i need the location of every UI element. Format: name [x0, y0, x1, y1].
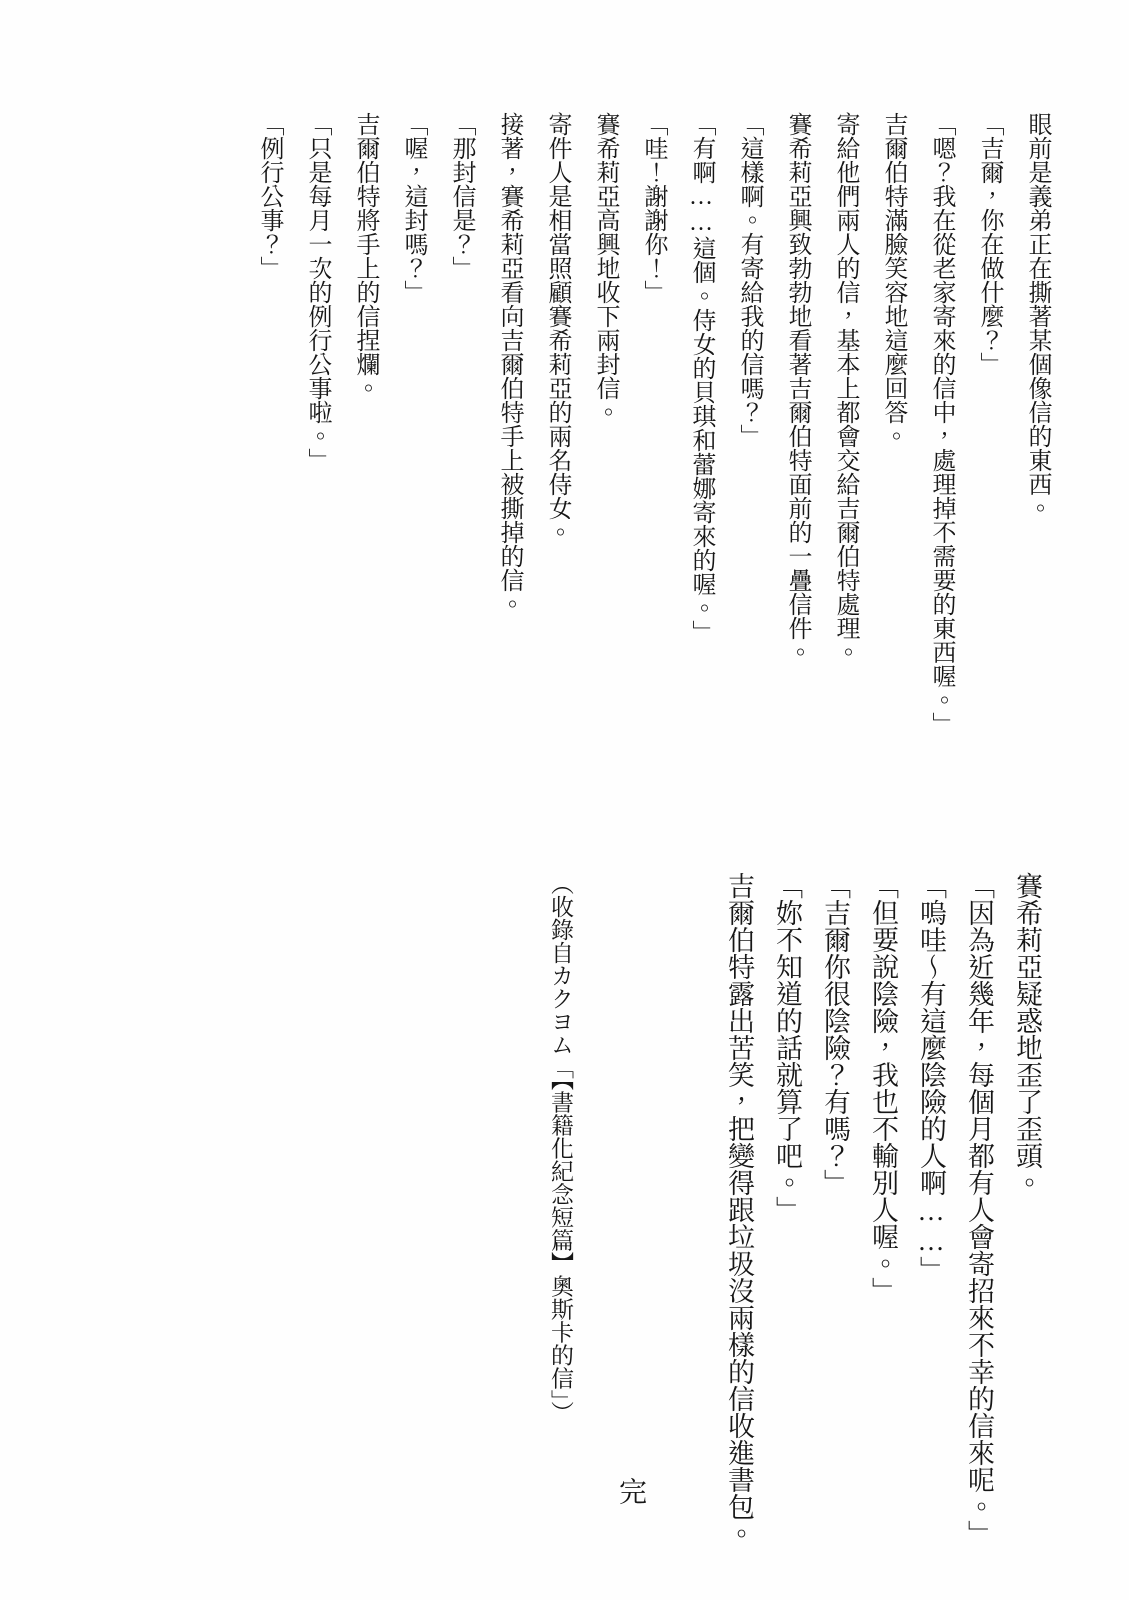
text-column: 賽希莉亞高興地收下兩封信。: [592, 112, 618, 424]
text-column: 「但要說陰險，我也不輸別人喔。」: [868, 872, 898, 1304]
story-bottom-block: [715, 872, 1051, 1587]
text-column: 「那封信是？」: [448, 112, 474, 280]
text-column: 「妳不知道的話就算了吧。」: [772, 872, 802, 1223]
text-column: 「嗯？我在從老家寄來的信中，處理掉不需要的東西喔。」: [928, 112, 954, 736]
text-column: 眼前是義弟正在撕著某個像信的東西。: [1024, 112, 1050, 520]
text-column: 「吉爾你很陰險？有嗎？」: [820, 872, 850, 1196]
text-column: 吉爾伯特將手上的信捏爛。: [352, 112, 378, 400]
attribution-note: [536, 872, 584, 1572]
end-mark: 完: [615, 1477, 646, 1505]
text-column: 「因為近幾年，每個月都有人會寄招來不幸的信來呢。」: [964, 872, 994, 1547]
text-column: 「喔，這封嗎？」: [400, 112, 426, 304]
text-column: 接著，賽希莉亞看向吉爾伯特手上被撕掉的信。: [496, 112, 522, 616]
text-column: 吉爾伯特滿臉笑容地這麼回答。: [880, 112, 906, 448]
text-column: 寄件人是相當照顧賽希莉亞的兩名侍女。: [544, 112, 570, 544]
text-column: 賽希莉亞疑惑地歪了歪頭。: [1012, 872, 1042, 1196]
text-column: 「這樣啊。有寄給我的信嗎？」: [736, 112, 762, 448]
text-column: 賽希莉亞興致勃勃地看著吉爾伯特面前的一疊信件。: [784, 112, 810, 664]
text-column: 「嗚哇～有這麼陰險的人啊……」: [916, 872, 946, 1283]
text-column: 寄給他們兩人的信，基本上都會交給吉爾伯特處理。: [832, 112, 858, 664]
attribution-text: （收錄自カクヨム「【書籍化紀念短篇】奧斯卡的信」）: [548, 872, 573, 1424]
story-top-block: [245, 112, 1061, 772]
text-column: 「哇！謝謝你！」: [640, 112, 666, 304]
text-column: 「吉爾，你在做什麼？」: [976, 112, 1002, 376]
text-column: 「只是每月一次的例行公事啦。」: [304, 112, 330, 472]
text-column: 「有啊……這個。侍女的貝琪和蕾娜寄來的喔。」: [688, 112, 714, 644]
text-column: 吉爾伯特露出苦笑，把變得跟垃圾沒兩樣的信收進書包。: [724, 872, 754, 1547]
text-column: 「例行公事？」: [256, 112, 282, 280]
